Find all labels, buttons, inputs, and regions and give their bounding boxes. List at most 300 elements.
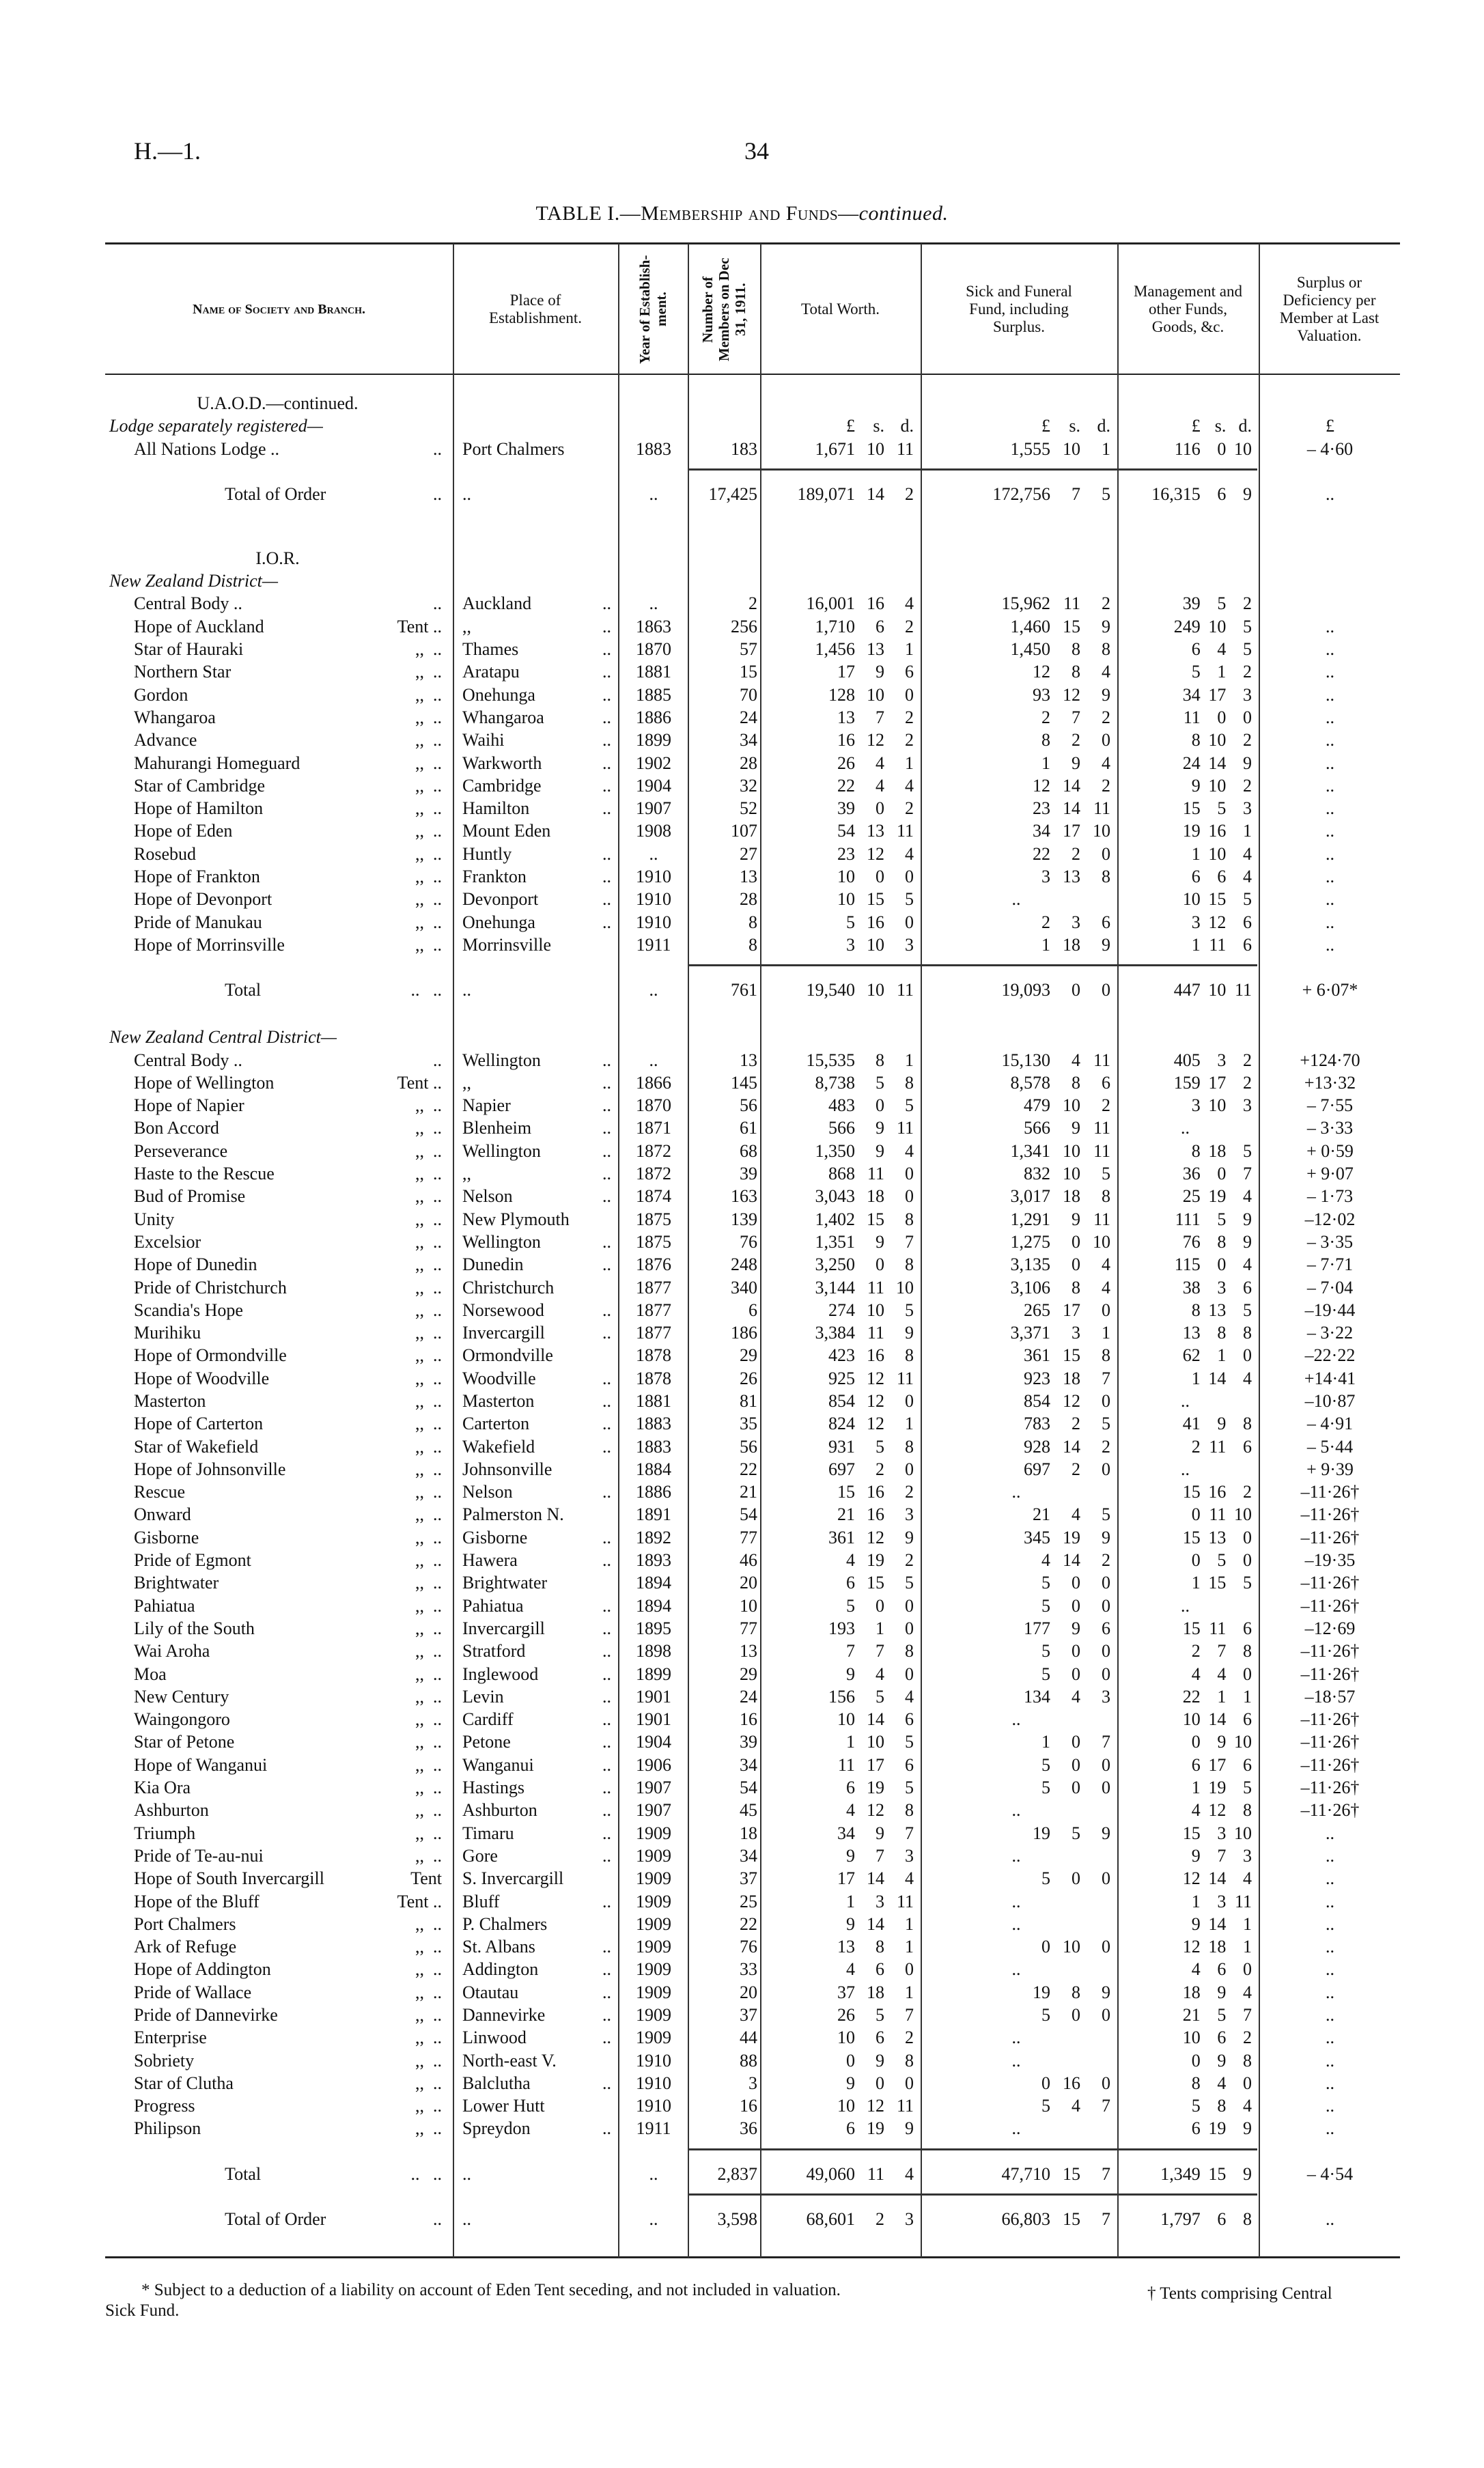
branch-name-cell (105, 684, 450, 706)
surplus-per-member: –11·26† (1300, 1754, 1360, 1775)
pounds: 3,106 (1010, 1277, 1050, 1298)
shillings: 8 (875, 1050, 884, 1070)
branch-name-cell (105, 1730, 450, 1753)
table-row (0, 1344, 1484, 1366)
place-cell (454, 1412, 617, 1435)
year-established: 1899 (636, 1664, 671, 1684)
table-row (0, 1367, 1484, 1390)
year-established: 1909 (636, 1913, 671, 1934)
place-cell (454, 1799, 617, 1821)
branch-name-cell (105, 1458, 450, 1481)
place-cell (454, 684, 617, 706)
place-cell (454, 1162, 617, 1185)
surplus-per-member: – 3·22 (1306, 1323, 1354, 1343)
shillings: 7 (875, 707, 884, 727)
pounds: 1,450 (1010, 639, 1050, 660)
place-cell (454, 1981, 617, 2004)
table-row (0, 729, 1484, 751)
total-worth (761, 1617, 921, 1640)
ditto-mark: ,, .. (415, 1913, 442, 1934)
surplus-per-member: .. (1326, 2096, 1334, 2116)
pence: 0 (905, 1618, 914, 1638)
member-count: 28 (740, 753, 757, 773)
member-count: 54 (740, 1504, 757, 1525)
branch-name-cell (105, 1708, 450, 1730)
shillings: 5 (875, 1436, 884, 1457)
place-cell (454, 2117, 617, 2140)
sick-funeral-fund (922, 1276, 1117, 1299)
branch-name: Pride of Wallace (134, 1982, 252, 2002)
shillings: 15 (1208, 889, 1227, 910)
place-leader: .. (602, 1436, 611, 1457)
pounds: 1,275 (1010, 1231, 1050, 1252)
sick-funeral-fund (922, 1481, 1117, 1503)
year-established: .. (649, 2208, 658, 2229)
empty-value: .. (1011, 1800, 1021, 1821)
management-funds (1119, 2072, 1259, 2094)
place-cell (454, 2163, 617, 2185)
place-leader: .. (602, 912, 611, 932)
header-members (688, 246, 760, 373)
shillings: 9 (1072, 1118, 1080, 1138)
pence: 7 (1102, 2096, 1110, 2116)
shillings: 4 (875, 775, 884, 796)
total-worth (761, 2072, 921, 2094)
total-worth (761, 2117, 921, 2140)
pence: 5 (905, 1732, 914, 1752)
management-funds (1119, 1390, 1259, 1412)
branch-name: Gisborne (134, 1527, 199, 1547)
pence: 0 (1102, 1754, 1110, 1775)
shillings: 17 (1208, 684, 1227, 705)
sick-funeral-fund (922, 1299, 1117, 1321)
total-rule (689, 468, 1257, 471)
place-cell (454, 1663, 617, 1685)
member-count: 46 (740, 1550, 757, 1571)
header-place-text: Place of Establishment. (488, 292, 583, 326)
place: P. Chalmers (462, 1913, 548, 1934)
table-row (0, 1890, 1484, 1913)
ditto-mark: ,, .. (415, 1390, 442, 1411)
pence: 2 (1243, 1482, 1252, 1502)
sick-funeral-fund (922, 615, 1117, 638)
place-cell (454, 2004, 617, 2026)
branch-name: Scandia's Hope (134, 1300, 243, 1320)
year-established: 1874 (636, 1186, 671, 1207)
place: ,, (462, 616, 471, 636)
place-cell (454, 1595, 617, 1617)
table-row (0, 1754, 1484, 1776)
sick-funeral-fund (922, 2094, 1117, 2117)
branch-name: Star of Clutha (134, 2073, 234, 2093)
pence: 10 (1093, 821, 1110, 841)
branch-name: Hope of Hamilton (134, 798, 264, 819)
place-leader: .. (602, 843, 611, 864)
pounds: 10 (837, 2028, 855, 2048)
sick-funeral-fund (922, 1390, 1117, 1412)
surplus-per-member: .. (1326, 616, 1334, 636)
title-main: Membership and Funds (641, 202, 839, 225)
table-row (0, 2004, 1484, 2026)
branch-name-cell (105, 1981, 450, 2004)
pence: 11 (896, 1891, 914, 1911)
branch-name-cell (105, 934, 450, 956)
pence: 1 (905, 1050, 914, 1070)
pence: 2 (1102, 1095, 1110, 1116)
pence: 2 (1243, 2028, 1252, 2048)
table-row (0, 1253, 1484, 1276)
pounds: 566 (1024, 1118, 1050, 1138)
pence: 6 (1243, 1709, 1252, 1730)
sick-funeral-fund (922, 979, 1117, 1001)
pence: 4 (1243, 1254, 1252, 1275)
ditto-mark: ,, .. (415, 1800, 442, 1821)
ditto-mark: Tent .. (397, 1072, 442, 1093)
place: Gore (462, 1845, 498, 1866)
total-worth (761, 1549, 921, 1571)
management-funds (1119, 1071, 1259, 1094)
place-leader: .. (602, 1618, 611, 1638)
shillings: 0 (1072, 1254, 1080, 1275)
ditto-mark: ,, .. (415, 889, 442, 910)
management-funds (1119, 1640, 1259, 1662)
branch-name-cell (105, 2004, 450, 2026)
header-members-text: Number of Members on Dec 31, 1911. (699, 257, 748, 361)
ditto-mark: ,, .. (415, 1641, 442, 1661)
management-funds (1119, 819, 1259, 842)
management-funds (1119, 888, 1259, 910)
branch-name-cell (105, 706, 450, 729)
shillings: 6 (1217, 2028, 1227, 2048)
shillings: 4 (1072, 1504, 1080, 1525)
place: Hastings (462, 1778, 524, 1798)
header-total-worth-text: Total Worth. (801, 300, 880, 318)
pence: 2 (905, 616, 914, 636)
member-count: 81 (740, 1390, 757, 1411)
pounds: 361 (1024, 1345, 1050, 1366)
shillings: 9 (1217, 1982, 1227, 2002)
total-worth (761, 1754, 921, 1776)
pounds: 824 (828, 1414, 855, 1434)
total-row (0, 2185, 1484, 2230)
pounds: 15,535 (806, 1050, 855, 1070)
pence: 2 (1243, 662, 1252, 682)
pence: 6 (1102, 1072, 1110, 1093)
member-count: 256 (731, 616, 757, 636)
branch-name: Hope of Woodville (134, 1368, 270, 1388)
pence: 0 (905, 912, 914, 932)
table-row (0, 1663, 1484, 1685)
ditto-mark: ,, .. (415, 1732, 442, 1752)
ditto-mark: ,, .. (415, 1618, 442, 1638)
pence: 0 (1102, 730, 1110, 751)
shillings: 14 (866, 483, 884, 504)
place-leader: .. (602, 1254, 611, 1275)
pounds: 447 (1173, 980, 1201, 1000)
pounds: 4 (1191, 1664, 1201, 1684)
pence: 8 (905, 1345, 914, 1366)
branch-name-cell (105, 1253, 450, 1276)
pence: 7 (1102, 2163, 1110, 2184)
place-cell (454, 797, 617, 819)
pounds: 1 (1191, 1573, 1201, 1593)
year-established: 1902 (636, 753, 671, 773)
shillings: 10 (1063, 1095, 1080, 1116)
place-leader: .. (602, 593, 611, 614)
year-established: 1909 (636, 1959, 671, 1980)
pence: 0 (1102, 1868, 1110, 1889)
ditto-mark: ,, .. (415, 1595, 442, 1616)
shillings: 5 (875, 2005, 884, 2025)
pounds: 10 (837, 867, 855, 887)
place-cell (454, 1140, 617, 1162)
year-established: 1893 (636, 1550, 671, 1571)
member-count: 2,837 (717, 2163, 757, 2184)
pence: 9 (1243, 753, 1252, 773)
pounds: 13 (1182, 1323, 1201, 1343)
place: Masterton (462, 1390, 535, 1411)
table-row (0, 1822, 1484, 1845)
shillings: 16 (1208, 1482, 1227, 1502)
pounds: 16,001 (806, 593, 855, 614)
shillings: 15 (1063, 2208, 1080, 2229)
place-leader: .. (602, 2118, 611, 2139)
ditto-mark: Tent .. (397, 616, 442, 636)
surplus-per-member: –10·87 (1304, 1390, 1356, 1411)
pence: 9 (905, 1527, 914, 1547)
total-worth (761, 888, 921, 910)
table-row (0, 2026, 1484, 2049)
total-worth (761, 684, 921, 706)
shillings: 2 (1072, 843, 1080, 864)
pounds: 6 (845, 1778, 855, 1798)
branch-name-cell (105, 1276, 450, 1299)
pence: 8 (1243, 1800, 1252, 1821)
member-count: 20 (740, 1982, 757, 2002)
pounds: 405 (1173, 1050, 1201, 1070)
place-cell (454, 1208, 617, 1231)
place-cell (454, 1571, 617, 1594)
pounds: 128 (828, 684, 855, 705)
place-leader: .. (602, 1186, 611, 1207)
member-count: 27 (740, 843, 757, 864)
pounds: 21 (837, 1504, 855, 1525)
table-row (0, 934, 1484, 956)
pounds: 0 (1191, 1550, 1201, 1571)
year-established: 1872 (636, 1164, 671, 1184)
pence: 0 (1102, 1937, 1110, 1957)
branch-name-cell (105, 1344, 450, 1366)
pounds: 5 (1191, 662, 1201, 682)
pounds: 4 (1191, 1959, 1201, 1980)
pounds: 156 (828, 1686, 855, 1707)
member-count: 20 (740, 1573, 757, 1593)
year-established: 1885 (636, 684, 671, 705)
year-established: 1884 (636, 1459, 671, 1479)
member-count: 139 (731, 1209, 757, 1229)
header-bottom-rule (105, 374, 1400, 375)
surplus-per-member: .. (1326, 775, 1334, 796)
ditto-mark: ,, .. (415, 1209, 442, 1229)
place-leader: .. (602, 1959, 611, 1980)
pounds: 6 (845, 2118, 855, 2139)
place-leader: .. (602, 639, 611, 660)
shillings: 6 (1217, 867, 1227, 887)
shillings: 15 (1208, 1573, 1227, 1593)
pence: 8 (905, 1072, 914, 1093)
pounds: 6 (1191, 639, 1201, 660)
pounds: 3,371 (1010, 1323, 1050, 1343)
pence: 6 (1243, 912, 1252, 932)
branch-name-cell (105, 1526, 450, 1549)
place-leader: .. (602, 1072, 611, 1093)
total-worth (761, 934, 921, 956)
sick-funeral-fund (922, 2163, 1117, 2185)
pence: 0 (905, 1459, 914, 1479)
member-count: 183 (731, 438, 757, 459)
pounds: 274 (828, 1300, 855, 1320)
pence: 2 (1102, 1436, 1110, 1457)
pence: 8 (905, 1209, 914, 1229)
shillings: 10 (1208, 775, 1227, 796)
place-leader: .. (602, 1368, 611, 1388)
year-established: 1866 (636, 1072, 671, 1093)
total-worth (761, 2004, 921, 2026)
management-funds (1119, 706, 1259, 729)
shillings: 10 (866, 1732, 884, 1752)
member-count: 24 (740, 1686, 757, 1707)
shillings: 16 (866, 1345, 884, 1366)
place-cell (454, 1367, 617, 1390)
place-leader: .. (602, 1595, 611, 1616)
shillings: 3 (1072, 912, 1080, 932)
pence: 4 (1243, 1186, 1252, 1207)
branch-name-cell (105, 888, 450, 910)
management-funds (1119, 1799, 1259, 1821)
table-row (0, 1571, 1484, 1594)
pounds: 12 (1033, 775, 1050, 796)
pence: 0 (1243, 2073, 1252, 2093)
shillings: 0 (1072, 1231, 1080, 1252)
branch-name-cell (105, 1390, 450, 1412)
management-funds (1119, 1253, 1259, 1276)
shillings: 15 (866, 889, 884, 910)
pence: 5 (1243, 1778, 1252, 1798)
branch-name-cell (105, 1913, 450, 1935)
ditto-mark: ,, .. (415, 1754, 442, 1775)
member-count: 13 (740, 1641, 757, 1661)
year-established: 1907 (636, 1800, 671, 1821)
year-established: 1871 (636, 1118, 671, 1138)
pounds: 0 (1041, 1937, 1050, 1957)
branch-name: Waingongoro (134, 1709, 230, 1730)
shillings: 19 (866, 1778, 884, 1798)
place-cell (454, 752, 617, 774)
pounds: 1,671 (815, 438, 855, 459)
management-funds (1119, 1526, 1259, 1549)
pounds: 3,250 (815, 1254, 855, 1275)
surplus-per-member: .. (1326, 1845, 1334, 1866)
pounds: 49,060 (806, 2163, 855, 2184)
pence: 0 (1102, 2073, 1110, 2093)
pence: 0 (1102, 1778, 1110, 1798)
place-leader: .. (602, 1845, 611, 1866)
place-leader: .. (602, 1891, 611, 1911)
pounds: 134 (1024, 1686, 1050, 1707)
ditto-mark: ,, .. (415, 1778, 442, 1798)
sick-funeral-fund (922, 1776, 1117, 1799)
pounds: 1 (1191, 1891, 1201, 1911)
branch-name-cell (105, 2117, 450, 2140)
total-worth (761, 1208, 921, 1231)
branch-name: Wai Aroha (134, 1641, 210, 1661)
place-leader: .. (602, 798, 611, 819)
total-worth (761, 797, 921, 819)
sick-funeral-fund (922, 438, 1117, 460)
pounds: 1 (1191, 1778, 1201, 1798)
shillings: 10 (1063, 438, 1080, 459)
ditto-mark: ,, .. (415, 1959, 442, 1980)
shillings: 9 (875, 1140, 884, 1161)
management-funds (1119, 2004, 1259, 2026)
branch-name: Gordon (134, 684, 188, 705)
district-heading (0, 570, 1484, 592)
surplus-per-member: .. (1326, 889, 1334, 910)
pence: 9 (1102, 616, 1110, 636)
place-leader: .. (602, 1732, 611, 1752)
member-count: 10 (740, 1595, 757, 1616)
sick-funeral-fund (922, 1503, 1117, 1526)
pence: 0 (1243, 1959, 1252, 1980)
branch-name-cell (105, 797, 450, 819)
place-cell (454, 934, 617, 956)
branch-name-cell (105, 1640, 450, 1662)
member-count: 56 (740, 1095, 757, 1116)
member-count: 54 (740, 1778, 757, 1798)
pounds: 116 (1174, 438, 1201, 459)
place-cell (454, 1685, 617, 1708)
place-cell (454, 1958, 617, 1980)
ditto-mark: ,, .. (415, 1300, 442, 1320)
place-cell (454, 638, 617, 660)
shillings: 11 (867, 2163, 884, 2184)
management-funds (1119, 1776, 1259, 1799)
pounds: 6 (1191, 1754, 1201, 1775)
sick-funeral-fund (922, 843, 1117, 865)
ditto-mark: ,, .. (415, 2050, 442, 2071)
place: Port Chalmers (462, 438, 565, 459)
branch-name-cell (105, 483, 450, 505)
pence: 8 (1102, 1186, 1110, 1207)
management-funds (1119, 1435, 1259, 1458)
place: Levin (462, 1686, 504, 1707)
member-count: 29 (740, 1345, 757, 1366)
place-leader: .. (602, 1323, 611, 1343)
pence: 5 (905, 1573, 914, 1593)
shillings: 17 (1063, 821, 1080, 841)
shillings: 3 (1072, 1323, 1080, 1343)
pence: 1 (1102, 1323, 1110, 1343)
table-row (0, 1140, 1484, 1162)
total-worth (761, 1412, 921, 1435)
pounds: 193 (828, 1618, 855, 1638)
pounds: 3 (1191, 912, 1201, 932)
table-row (0, 1730, 1484, 1753)
place-leader: .. (602, 1550, 611, 1571)
shillings: 15 (1063, 616, 1080, 636)
sick-funeral-fund (922, 1617, 1117, 1640)
pence: 0 (905, 1186, 914, 1207)
